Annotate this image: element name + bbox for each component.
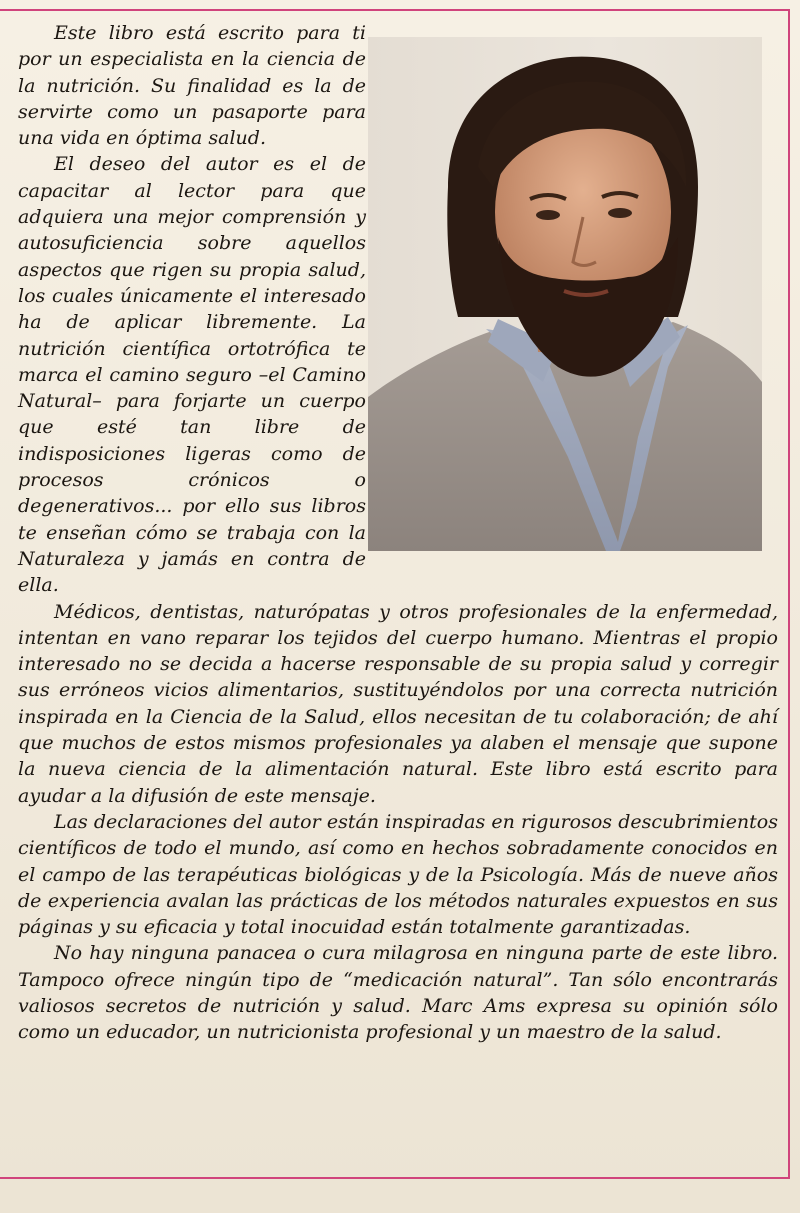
paragraph-5: No hay ninguna panacea o cura milagrosa en ninguna parte de este libro. Tampoco ofrece ningún tipo de “medicación natural”. Tan sólo encontrarás valiosos secretos de nutrición y salud. Marc Ams expresa su opinión sólo como un educador, un nutricionista profesional y un maestro de la salud.	[18, 942, 778, 1044]
paragraph-4: Las declaraciones del autor están inspiradas en rigurosos descubrimientos científicos de todo el mundo, así como en hechos sobradamente conocidos en el campo de las terapéuticas biológicas y de la Psicología. Más de nueve años de experiencia avalan las prácticas de los métodos naturales expuestos en sus páginas y su eficacia y total inocuidad están totalmente garantizadas.	[18, 810, 778, 939]
paragraph-1: Este libro está escrito para ti por un especialista en la ciencia de la nutrición. Su finalidad es la de servirte como un pasaporte para una vida en óptima salud.	[18, 22, 366, 150]
photo-wrap-space	[366, 20, 778, 580]
top-border-line	[0, 9, 790, 11]
paragraph-2: El deseo del autor es el de capacitar al lector para que adquiera una mejor comprensión y autosuficiencia sobre aquellos aspectos que rigen su propia salud, los cuales únicamente el interesado ha de aplicar libremente. La nutrición científica ortotrófica te marca el camino seguro –el Camino Natural– para forjarte un cuerpo que esté tan libre de indisposiciones ligeras como de procesos crónicos o degenerativos... por ello sus libros te enseñan cómo se trabaja con la Naturaleza y jamás en contra de ella.	[18, 153, 366, 597]
paragraph-3: Médicos, dentistas, naturópatas y otros profesionales de la enfermedad, intentan en vano reparar los tejidos del cuerpo humano. Mientras el propio interesado no se decida a hacerse responsable de su propia salud y corregir sus erróneos vicios alimentarios, sustituyéndolos por una correcta nutrición inspirada en la Ciencia de la Salud, ellos necesitan de tu colaboración; de ahí que muchos de estos mismos profesionales ya alaben el mensaje que supone la nueva ciencia de la alimentación natural. Este libro está escrito para ayudar a la difusión de este mensaje.	[18, 600, 778, 807]
bottom-border-line	[0, 1177, 790, 1179]
right-border-line	[788, 9, 790, 1179]
body-text	[18, 20, 778, 1046]
